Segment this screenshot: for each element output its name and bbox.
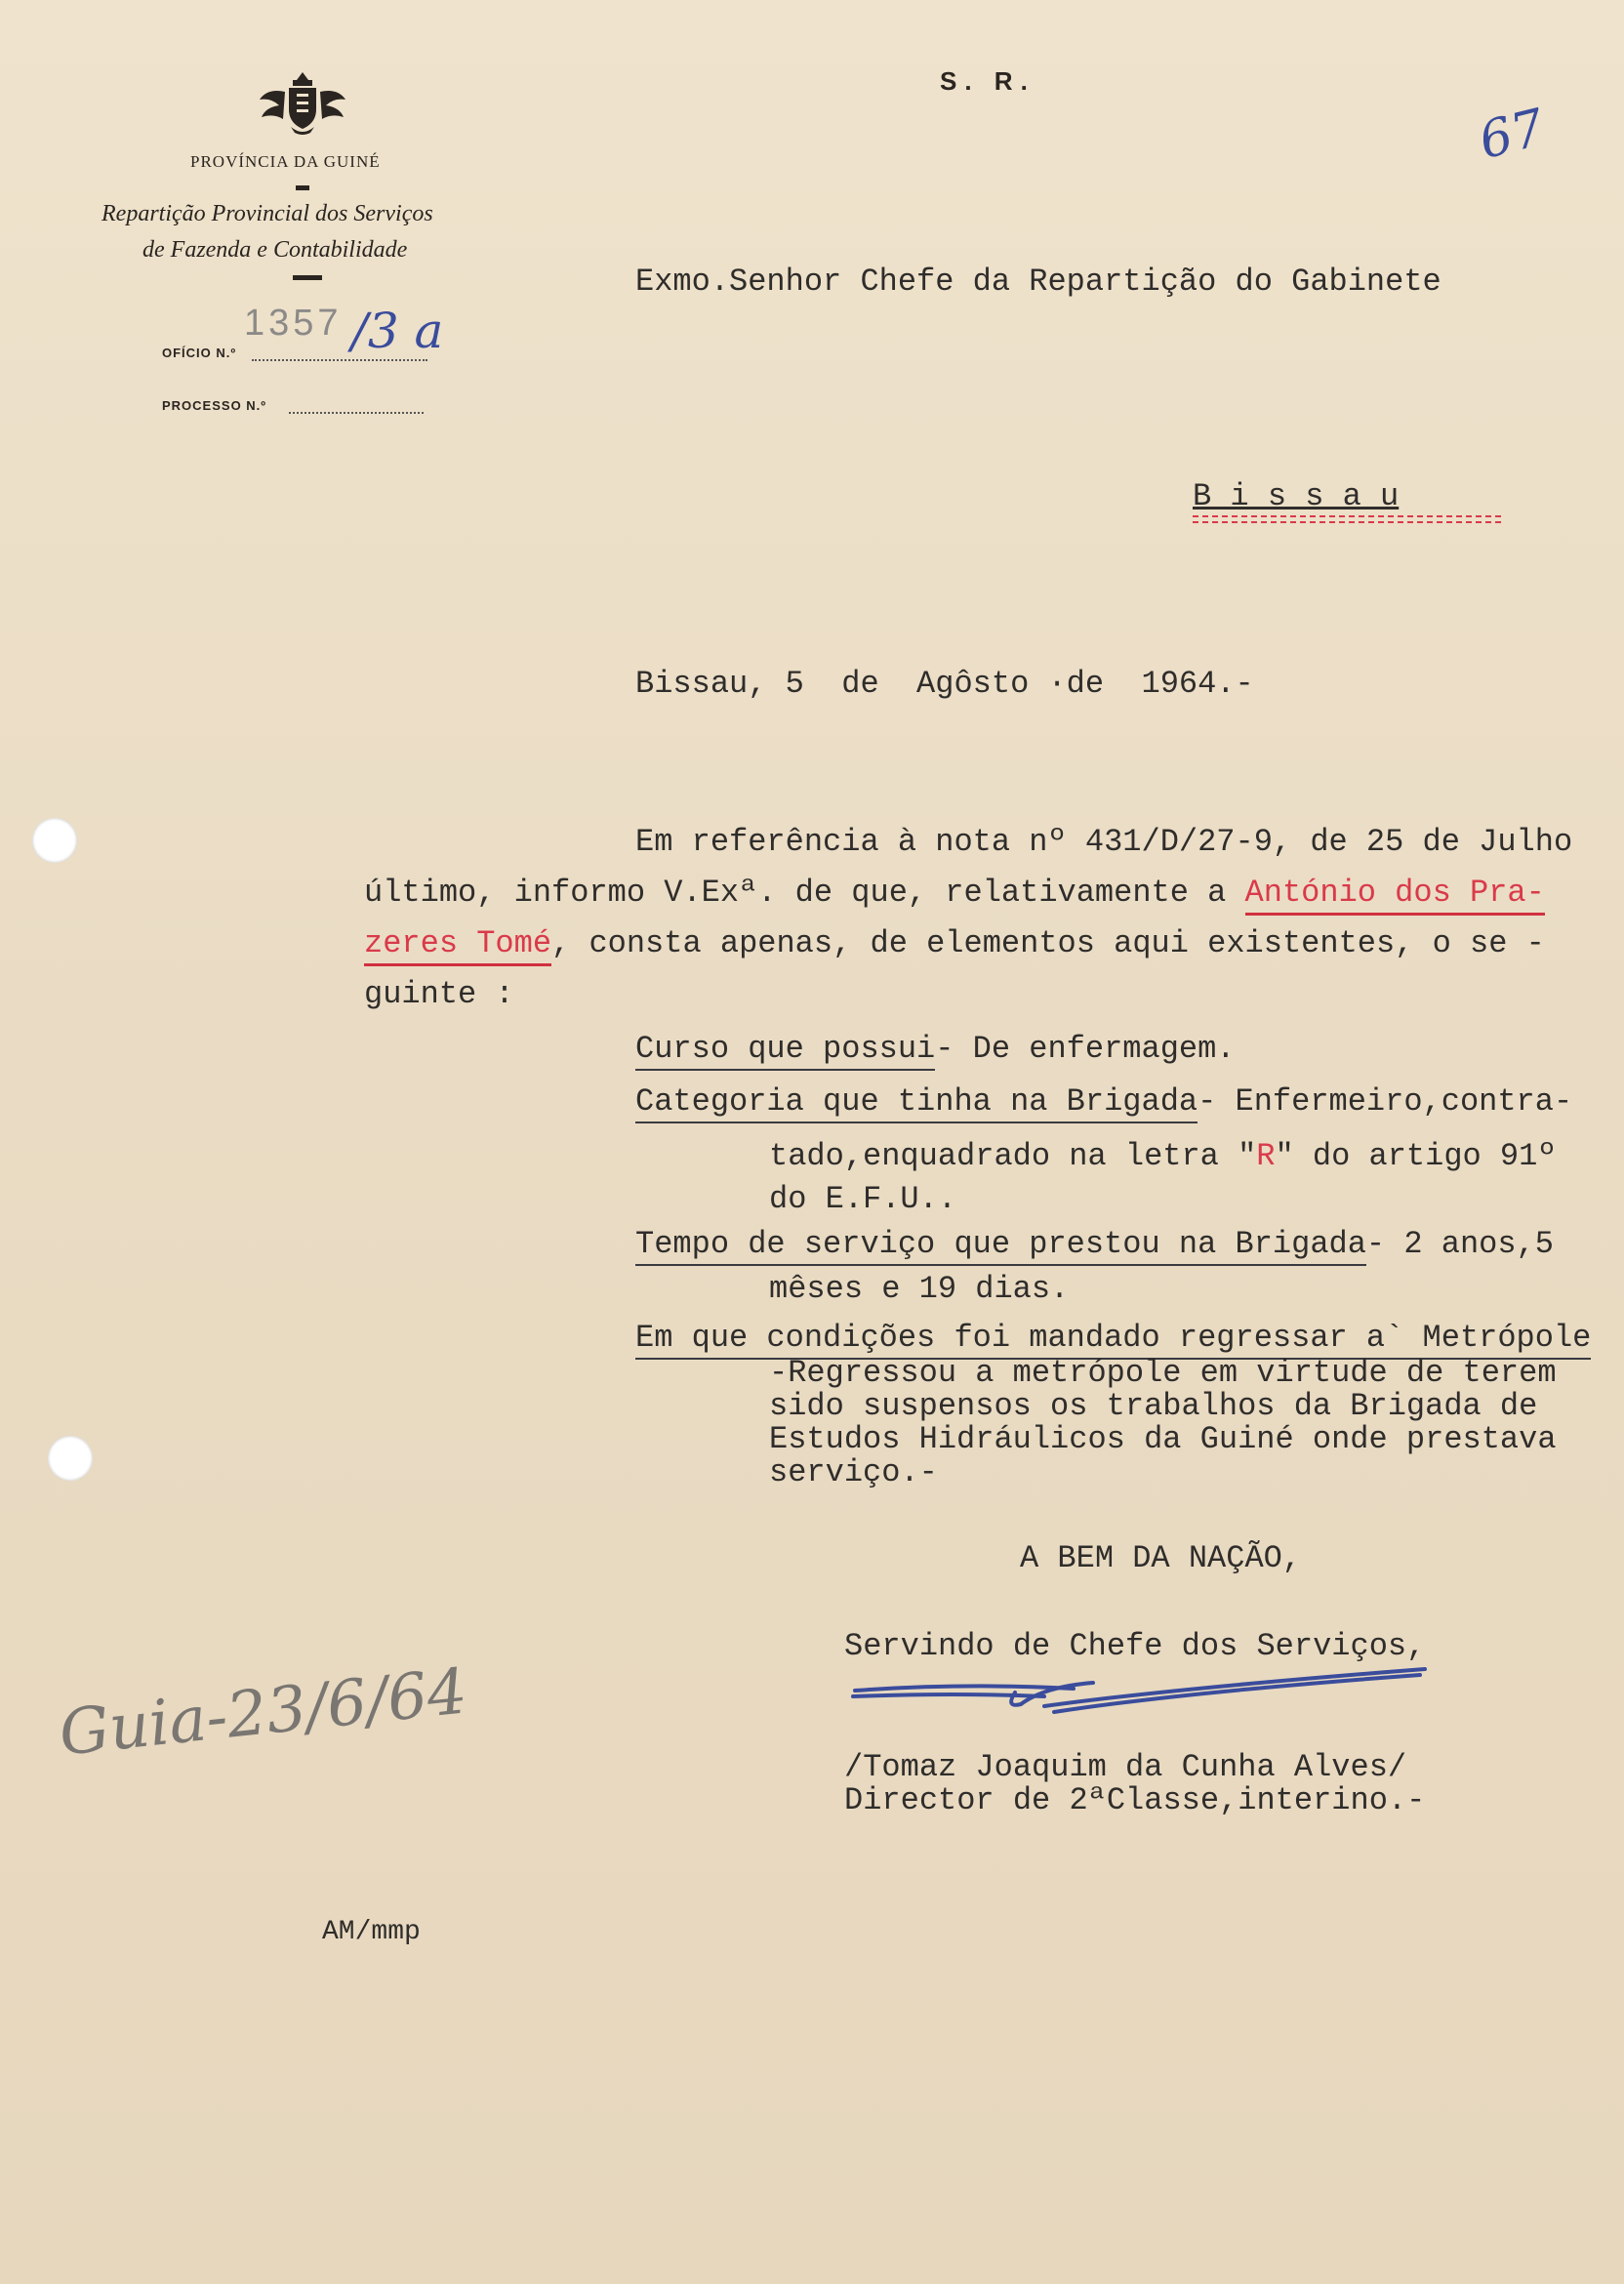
paragraph-line-3-text: , consta apenas, de elementos aqui existentes, o se - [551,925,1545,961]
processo-label: PROCESSO N.º [162,398,267,413]
paragraph-line-3 [364,925,1545,961]
signer-name: /Tomaz Joaquim da Cunha Alves/ [844,1749,1407,1785]
item-curso-value: - De enfermagem. [935,1031,1236,1067]
handwritten-signature [849,1657,1435,1726]
oficio-label: OFÍCIO N.º [162,346,237,360]
paragraph-line-4: guinte : [364,976,514,1012]
top-code: S. R. [940,66,1035,96]
item-condicoes-label [635,1320,1591,1356]
item-tempo [635,1226,1554,1262]
addressee-line: Exmo.Senhor Chefe da Repartição do Gabinete [635,264,1441,300]
item-tempo-line-2: mêses e 19 dias. [769,1271,1070,1307]
item-categoria-value: - Enfermeiro,contra- [1198,1083,1573,1120]
item-curso [635,1031,1236,1067]
header-dash-2 [293,275,322,280]
department-line-1: Repartição Provincial dos Serviços [102,201,433,226]
signer-title: Director de 2ªClasse,interino.- [844,1782,1426,1818]
header-dash-1 [296,185,309,190]
item-categoria [635,1083,1572,1120]
item-tempo-value: - 2 anos,5 [1365,1226,1554,1262]
person-name-part-2: zeres Tomé [364,925,551,966]
typist-initials: AM/mmp [322,1917,421,1947]
paragraph-line-2 [364,875,1545,911]
oficio-number-stamp: 1357 [244,303,343,344]
province-name: PROVÍNCIA DA GUINÉ [190,152,381,171]
salutation: A BEM DA NAÇÃO, [1020,1540,1302,1576]
oficio-suffix-handwritten: /3 a [351,303,444,359]
handwritten-pencil-note: Guia-23/6/64 [56,1655,471,1771]
person-name-part-1: António dos Pra- [1245,875,1545,916]
item-categoria-line-2 [769,1138,1557,1174]
item-condicoes-label-text: Em que condições foi mandado regressar a` Metrópole [635,1320,1591,1360]
paragraph-line-2-text: último, informo V.Exª. de que, relativamente a [364,875,1245,911]
item-condicoes-line-2: -Regressou a metrópole em virtude de terem [769,1355,1557,1391]
item-categoria-line-2b: " do artigo 91º [1275,1138,1557,1174]
item-condicoes-line-5: serviço.- [769,1454,938,1490]
city-red-double-rule [1193,515,1501,523]
addressee-city: B i s s a u [1193,478,1400,514]
item-tempo-label: Tempo de serviço que prestou na Brigada [635,1226,1366,1266]
item-categoria-line-3: do E.F.U.. [769,1181,957,1217]
item-categoria-letter: R [1256,1138,1276,1174]
date-line: Bissau, 5 de Agôsto ·de 1964.- [635,666,1254,702]
item-categoria-line-2a: tado,enquadrado na letra " [769,1138,1257,1174]
oficio-dotted-line [252,359,427,361]
punch-hole-top [32,818,77,863]
coat-of-arms-emblem [256,66,349,137]
paragraph-line-1: Em referência à nota nº 431/D/27-9, de 25 de Julho [635,824,1573,860]
punch-hole-bottom [48,1436,93,1481]
processo-dotted-line [289,412,424,414]
department-line-2: de Fazenda e Contabilidade [142,237,408,263]
corner-handwritten-mark: 67 [1473,98,1551,172]
item-condicoes-line-4: Estudos Hidráulicos da Guiné onde prestava [769,1421,1557,1457]
signer-role-line: Servindo de Chefe dos Serviços, [844,1628,1426,1664]
item-condicoes-line-3: sido suspensos os trabalhos da Brigada de [769,1388,1538,1424]
item-curso-label: Curso que possui [635,1031,935,1071]
item-categoria-label: Categoria que tinha na Brigada [635,1083,1198,1123]
